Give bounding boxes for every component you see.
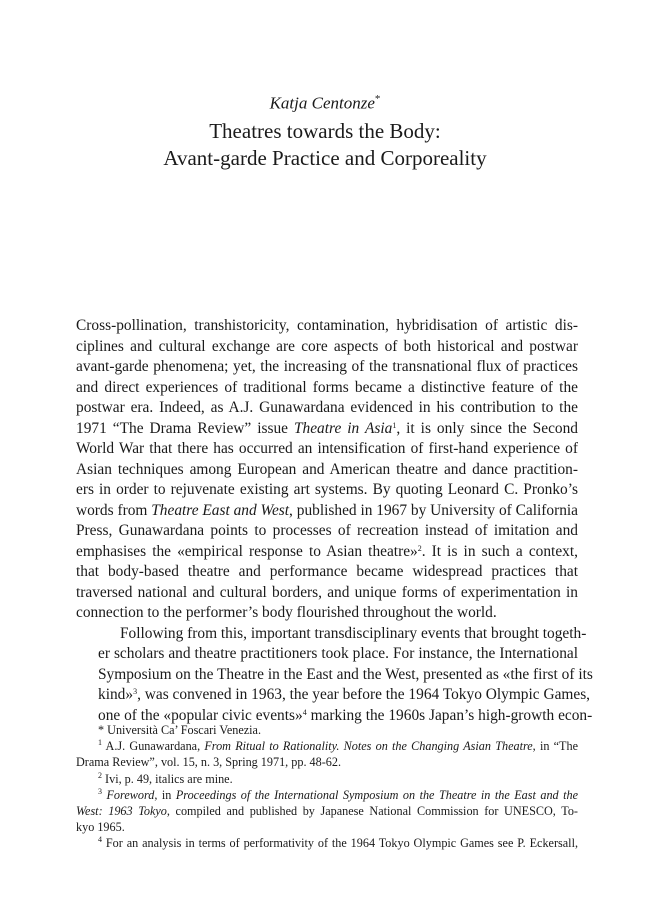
footnote-3-mark: 3 xyxy=(98,786,102,796)
footnote-3-cont xyxy=(76,803,578,819)
footnote-2-mark: 2 xyxy=(98,770,102,780)
footnote-4-text: For an analysis in terms of performativity of the 1964 Tokyo Olympic Games see P. Eckersall, xyxy=(105,836,578,851)
footnote-1 xyxy=(76,738,578,754)
body-line: connection to the performer’s body flourished throughout the world. xyxy=(76,604,497,621)
footnotes xyxy=(76,722,578,852)
body-line xyxy=(76,685,591,706)
footnote-1-in: , in “The xyxy=(532,739,578,754)
body-line: Asian techniques among European and American theatre and dance practition- xyxy=(76,460,578,478)
footnote-reference[interactable]: 3 xyxy=(133,687,138,696)
body-line: and direct experiences of traditional forms became a distinctive feature of the xyxy=(76,378,578,396)
footnote-reference[interactable]: 1 xyxy=(392,420,397,430)
italic-title: Theatre in Asia xyxy=(293,419,393,437)
body-text-run: 1971 “The Drama Review” issue xyxy=(76,419,294,437)
paragraph-1 xyxy=(76,316,578,624)
footnote-2 xyxy=(76,771,578,787)
body-line: postwar era. Indeed, as A.J. Gunawardana evidenced in his contribution to the xyxy=(76,399,578,416)
author-footnote-mark: * xyxy=(374,93,381,105)
title-line-1: Theatres towards the Body: xyxy=(209,119,441,143)
body-line xyxy=(76,501,578,522)
body-line: ciplines and cultural exchange are core aspects of both historical and postwar xyxy=(76,337,578,355)
footnote-affiliation: * Università Ca’ Foscari Venezia. xyxy=(98,723,262,737)
footnote-2-text: Ivi, p. 49, italics are mine. xyxy=(105,771,233,786)
body-text-run: , was convened in 1963, the year before the 1964 Tokyo Olympic Games, xyxy=(137,686,591,703)
title-line-2: Avant-garde Practice and Corporeality xyxy=(163,146,487,170)
body-line xyxy=(76,419,578,440)
footnote-3-foreword: Foreword xyxy=(106,787,155,802)
footnote-1-title: From Ritual to Rationality. Notes on the Changing Asian Theatre xyxy=(204,739,533,754)
article-title xyxy=(0,118,650,172)
body-line xyxy=(76,542,578,563)
body-text-run: , it is only since the Second xyxy=(396,419,578,437)
paragraph-2 xyxy=(76,624,593,727)
footnote-4-mark: 4 xyxy=(98,835,102,845)
footnote-3-cont-2: kyo 1965. xyxy=(76,820,125,835)
footnote-reference[interactable]: 4 xyxy=(302,707,307,717)
body-line: World War that there has occurred an intensification of first-hand experience of xyxy=(76,440,578,457)
footnote-1-cont: Drama Review”, vol. 15, n. 3, Spring 1971, pp. 48-62. xyxy=(76,755,342,770)
body-text-run: words from xyxy=(76,501,152,519)
author-name xyxy=(0,88,650,115)
body-line: Cross-pollination, transhistoricity, contamination, hybridisation of artistic dis- xyxy=(76,317,578,334)
footnote-3 xyxy=(76,787,578,803)
body-line: traversed national and cultural borders, and unique forms of experimentation in xyxy=(76,583,578,601)
body-line: ers in order to rejuvenate existing art systems. By quoting Leonard C. Pronko’s xyxy=(76,481,578,498)
body-text-run: kind» xyxy=(98,686,134,703)
body-text-run: . It is in such a context, xyxy=(421,542,578,560)
body-line: Symposium on the Theatre in the East and the West, presented as «the first of its xyxy=(98,665,593,683)
body-text-run: marking the 1960s Japan’s high-growth econ- xyxy=(306,706,593,724)
body-line: er scholars and theatre practitioners took place. For instance, the International xyxy=(98,645,578,662)
body-text-run: emphasises the «empirical response to Asian theatre» xyxy=(76,542,418,560)
italic-title: Theatre East and West xyxy=(151,501,290,519)
footnote-3-title-end: West: 1963 Tokyo xyxy=(76,803,167,818)
footnote-1-mark: 1 xyxy=(98,738,102,748)
body-text xyxy=(76,316,593,726)
body-text-run: one of the «popular civic events» xyxy=(98,706,303,724)
footnote-1-author: A.J. Gunawardana, xyxy=(105,739,205,754)
author-text: Katja Centonze xyxy=(269,93,375,113)
body-line: avant-garde phenomena; yet, the increasing of the transnational flux of practices xyxy=(76,358,578,375)
footnote-reference[interactable]: 2 xyxy=(417,543,422,553)
footnote-3-publisher: , compiled and published by Japanese National Commission for UNESCO, To- xyxy=(166,803,578,818)
footnote-3-in: , in xyxy=(154,787,176,802)
body-text-run: , published in 1967 by University of California xyxy=(289,501,579,519)
body-line: Following from this, important transdisciplinary events that brought togeth- xyxy=(120,624,587,642)
footnote-3-title: Proceedings of the International Symposium on the Theatre in the East and the xyxy=(175,787,579,802)
body-line: that body-based theatre and performance became widespread practices that xyxy=(76,563,578,580)
body-line: Press, Gunawardana points to processes of recreation instead of imitation and xyxy=(76,522,578,539)
footnote-4 xyxy=(76,835,578,851)
